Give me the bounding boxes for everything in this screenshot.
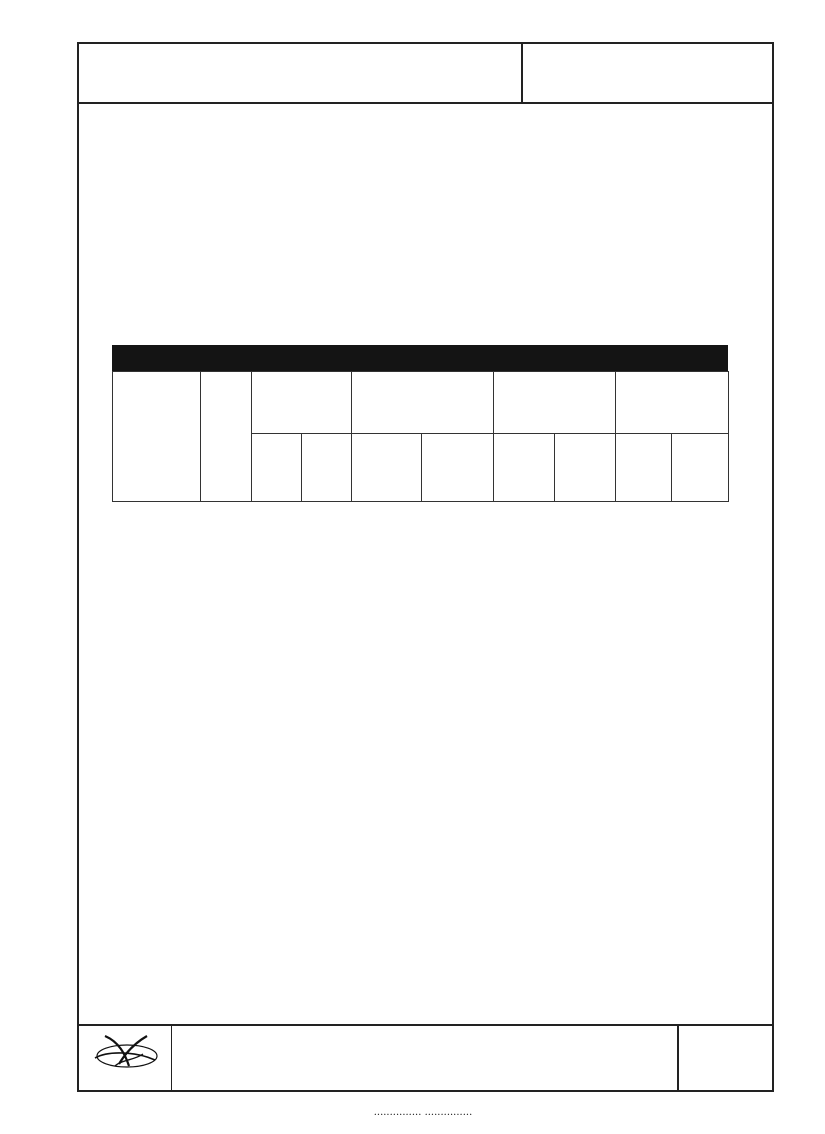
header-weight (616, 372, 729, 434)
header-pressure-double (555, 434, 616, 502)
header-bend-static (352, 434, 422, 502)
header-pressure (494, 372, 616, 434)
page-number: ··············· ··············· (373, 1110, 473, 1121)
header-bend (352, 372, 494, 434)
header-weight-braid (672, 434, 729, 502)
spec-table-wrap (112, 345, 728, 502)
company-logo-icon (85, 1030, 167, 1086)
header-weight-main (616, 434, 672, 502)
header-inner (201, 372, 252, 502)
footer-divider-right (677, 1026, 679, 1090)
hose-illustration (272, 144, 570, 314)
header-outer-main (252, 434, 302, 502)
header-nominal (113, 372, 201, 502)
header-outer (252, 372, 352, 434)
footer (79, 1024, 772, 1090)
header-pressure-single (494, 434, 555, 502)
page-frame (77, 42, 774, 1092)
title-divider (521, 44, 523, 102)
header-outer-braid (302, 434, 352, 502)
table-caption (112, 345, 728, 371)
spec-table (112, 371, 729, 502)
footer-divider-left (171, 1026, 172, 1090)
header-bend-dynamic (422, 434, 494, 502)
title-row (79, 44, 772, 104)
